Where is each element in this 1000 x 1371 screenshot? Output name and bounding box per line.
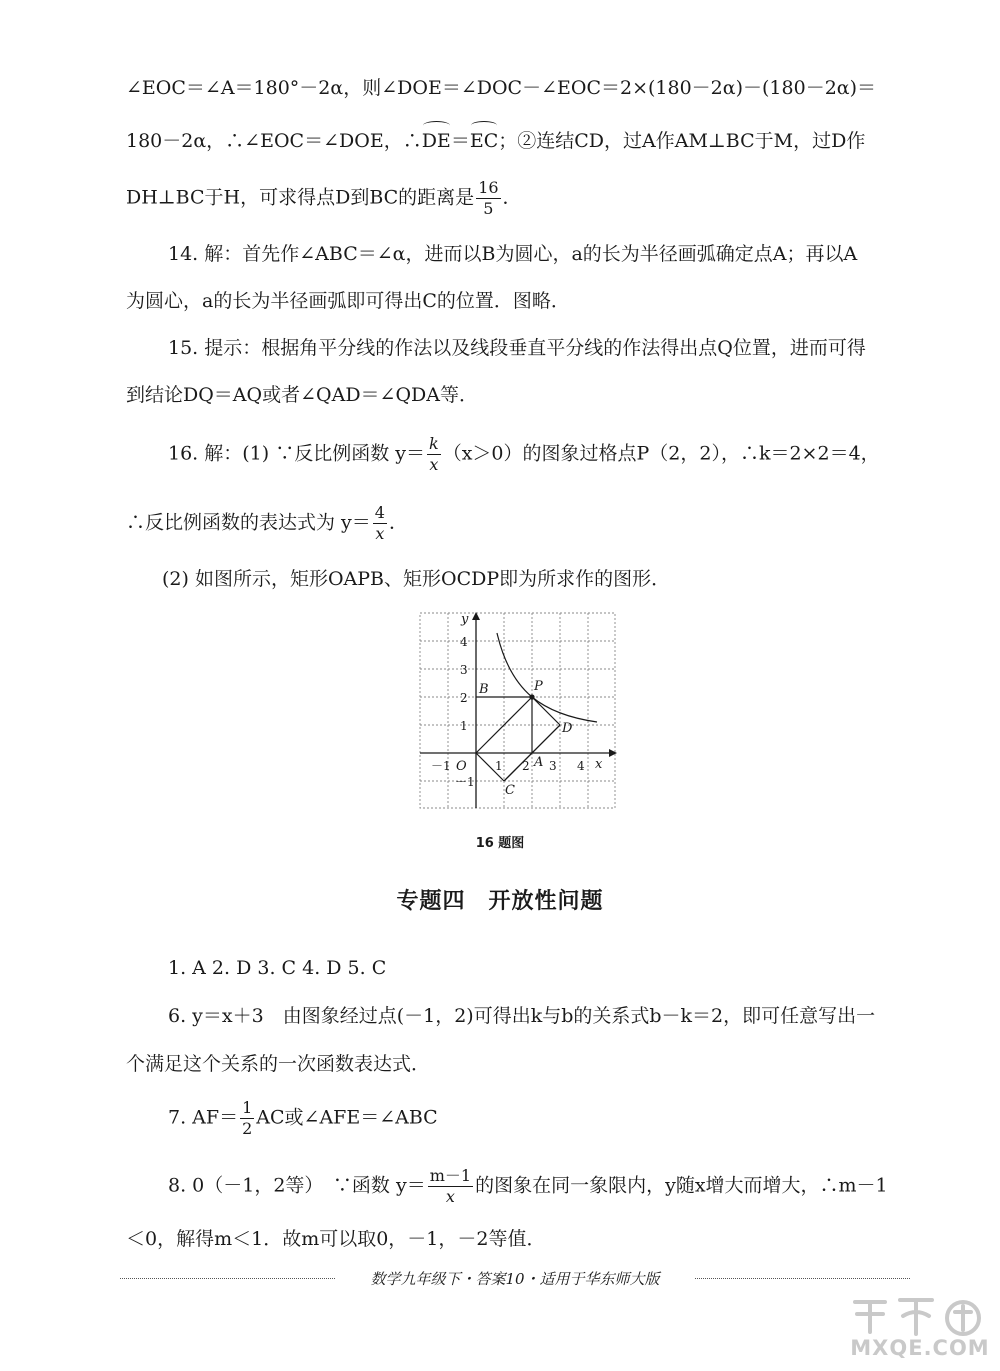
y-tick-3: 3 xyxy=(460,663,468,677)
fraction-denominator: x xyxy=(429,455,439,474)
axis-x-label: x xyxy=(595,757,603,772)
watermark-text: MXQE.COM xyxy=(850,1336,990,1360)
text-segment: ． xyxy=(388,511,408,534)
point-c-label: C xyxy=(505,783,515,798)
watermark-mark-icon xyxy=(845,1292,995,1340)
text-line-13: 个满足这个关系的一次函数表达式． xyxy=(126,1053,431,1075)
text-segment: AC或∠AFE＝∠ABC xyxy=(256,1106,438,1129)
x-tick-neg1: －1 xyxy=(431,759,451,773)
text-line-1: ∠EOC＝∠A＝180°－2α，则∠DOE＝∠DOC－∠EOC＝2×(180－2α)－(180－2α)＝ xyxy=(126,77,877,99)
text-line-9 xyxy=(126,505,408,542)
fraction-numerator: 4 xyxy=(374,503,385,522)
text-line-6: 15. 提示：根据角平分线的作法以及线段垂直平分线的作法得出点Q位置，进而可得 xyxy=(168,337,866,359)
watermark-logo xyxy=(845,1292,995,1367)
x-tick-3: 3 xyxy=(549,759,557,773)
text-line-8 xyxy=(168,436,880,473)
grid xyxy=(420,613,615,808)
point-p-dot xyxy=(529,694,534,699)
text-line-12: 6. y＝x＋3 由图象经过点(－1，2)可得出k与b的关系式b－k＝2，即可任意写出一 xyxy=(168,1005,876,1027)
text-segment: ． xyxy=(502,186,522,209)
section-title: 专题四 开放性问题 xyxy=(396,889,604,914)
text-segment: 16. 解：(1) ∵反比例函数 y＝ xyxy=(168,442,425,465)
fraction-numerator: 1 xyxy=(242,1098,253,1117)
point-d-label: D xyxy=(562,721,573,736)
figure-caption: 16 题图 xyxy=(475,836,525,851)
y-tick-2: 2 xyxy=(460,691,468,705)
point-p-label: P xyxy=(534,679,543,694)
fraction-k-x xyxy=(427,436,441,473)
text-segment: 180－2α，∴∠EOC＝∠DOE，∴ xyxy=(126,130,422,152)
arc-de: DE xyxy=(422,123,451,155)
text-line-5: 为圆心，a的长为半径画弧即可得出C的位置．图略． xyxy=(126,290,570,312)
text-line-15 xyxy=(168,1168,888,1205)
point-b-label: B xyxy=(479,682,489,697)
text-line-2 xyxy=(126,123,865,155)
origin-label: O xyxy=(456,759,467,774)
fraction-numerator: m－1 xyxy=(429,1166,472,1185)
text-segment: ∴反比例函数的表达式为 y＝ xyxy=(126,511,371,534)
fraction-numerator: 16 xyxy=(478,178,499,197)
footer-dots-left xyxy=(120,1278,335,1279)
fraction-denominator: x xyxy=(375,524,385,543)
text-segment: 的图象在同一象限内，y随x增大而增大，∴m－1 xyxy=(475,1174,888,1197)
y-tick-1: 1 xyxy=(460,719,468,733)
fraction-m-1-x xyxy=(428,1168,473,1205)
text-segment: 7. AF＝ xyxy=(168,1106,239,1129)
fraction-16-5 xyxy=(476,180,500,217)
x-tick-4: 4 xyxy=(577,759,585,773)
fraction-denominator: x xyxy=(445,1187,455,1206)
text-segment: （x＞0）的图象过格点P（2，2），∴k＝2×2＝4， xyxy=(442,442,880,465)
text-line-11: 1. A 2. D 3. C 4. D 5. C xyxy=(168,957,387,979)
fraction-4-x xyxy=(373,505,387,542)
text-line-10: (2) 如图所示，矩形OAPB、矩形OCDP即为所求作的图形． xyxy=(162,568,671,590)
fraction-denominator: 2 xyxy=(242,1119,253,1138)
arc-ec: EC xyxy=(470,123,498,155)
text-line-3 xyxy=(126,180,522,217)
x-tick-1: 1 xyxy=(495,759,503,773)
footer-dots-right xyxy=(695,1278,910,1279)
text-line-4: 14. 解：首先作∠ABC＝∠α，进而以B为圆心，a的长为半径画弧确定点A；再以A xyxy=(168,243,858,265)
text-segment: ＝ xyxy=(450,130,470,152)
y-tick-neg1: －1 xyxy=(455,775,475,789)
footer-text: 数学九年级下・答案10・适用于华东师大版 xyxy=(370,1270,660,1288)
text-line-16: ＜0，解得m＜1．故m可以取0，－1，－2等值． xyxy=(126,1228,546,1250)
y-tick-4: 4 xyxy=(460,635,468,649)
text-segment: ；②连结CD，过A作AM⊥BC于M，过D作 xyxy=(498,130,866,152)
fraction-denominator: 5 xyxy=(483,199,494,218)
point-a-label: A xyxy=(534,755,544,770)
text-line-14 xyxy=(168,1100,438,1137)
axis-y-label: y xyxy=(461,612,469,627)
fraction-numerator: k xyxy=(428,434,439,453)
page-footer xyxy=(120,1268,910,1289)
text-segment: 8. 0（－1，2等） ∵函数 y＝ xyxy=(168,1174,426,1197)
x-tick-2: 2 xyxy=(522,759,530,773)
text-line-7: 到结论DQ＝AQ或者∠QAD＝∠QDA等． xyxy=(126,384,479,406)
text-segment: DH⊥BC于H，可求得点D到BC的距离是 xyxy=(126,186,475,209)
coordinate-figure xyxy=(415,608,620,813)
fraction-1-2 xyxy=(240,1100,254,1137)
